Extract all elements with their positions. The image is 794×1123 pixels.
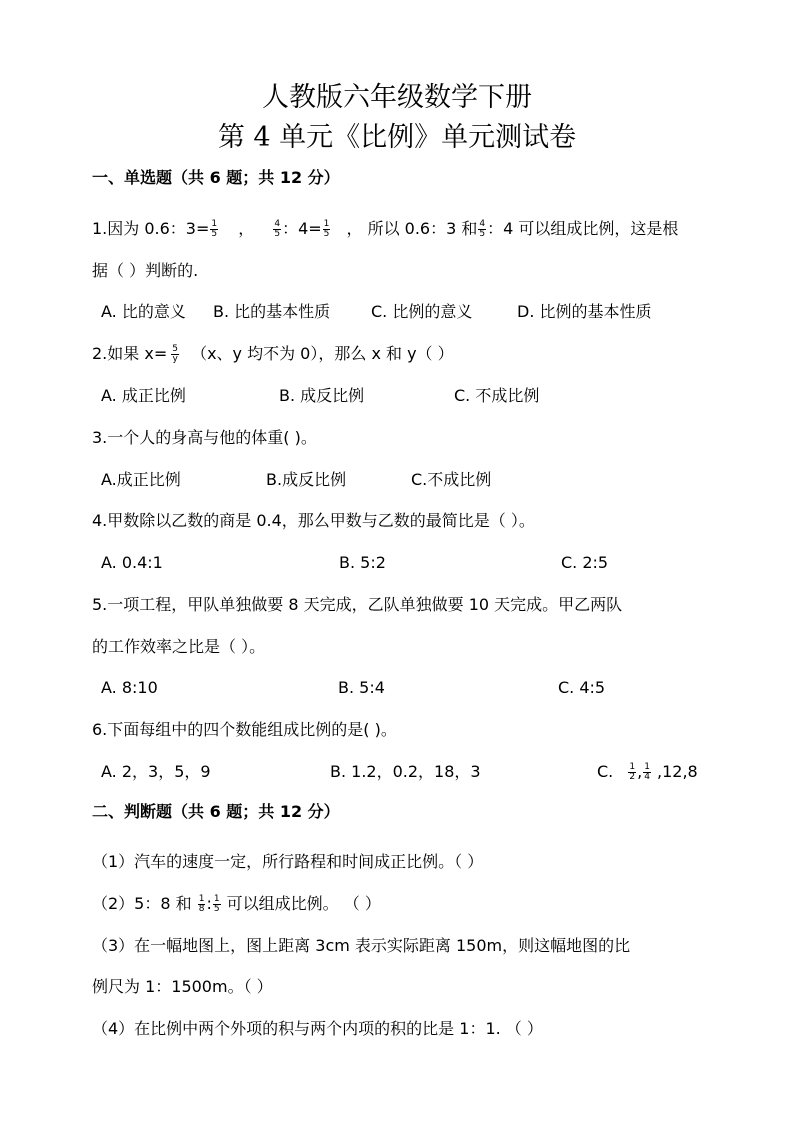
fraction: $\frac{5}{y}$ bbox=[172, 344, 178, 364]
q6-option-c-tail: ,12,8 bbox=[651, 762, 698, 781]
q4-option-c[interactable]: C. 2:5 bbox=[561, 553, 609, 572]
fraction: $\frac{1}{5}$ bbox=[323, 219, 330, 239]
judgment-2 bbox=[92, 893, 381, 915]
judgment-1: （1）汽车的速度一定，所行路程和时间成正比例。（ ） bbox=[92, 852, 484, 871]
q1-option-c[interactable]: C. 比例的意义 bbox=[371, 302, 473, 321]
fraction: $\frac{1}{5}$ bbox=[211, 219, 218, 239]
q5-option-c[interactable]: C. 4:5 bbox=[558, 678, 606, 697]
q1-option-b[interactable]: B. 比的基本性质 bbox=[213, 302, 331, 321]
q2-text-part: （x、y 均不为 0），那么 x 和 y（ ） bbox=[191, 344, 454, 363]
q1-text-part: ， 所以 0.6：3 和 bbox=[346, 219, 478, 238]
q6-option-a[interactable]: A. 2，3，5，9 bbox=[101, 762, 211, 781]
fraction: $\frac{1}{5}$ bbox=[213, 894, 220, 914]
q5-option-a[interactable]: A. 8:10 bbox=[101, 678, 158, 697]
separator: , bbox=[637, 762, 643, 781]
section-heading-true-false: 二、判断题（共 6 题；共 12 分） bbox=[92, 802, 340, 821]
question-6: 6.下面每组中的四个数能组成比例的是( )。 bbox=[92, 720, 397, 739]
section-heading-single-choice: 一、单选题（共 6 题；共 12 分） bbox=[92, 168, 340, 187]
question-4: 4.甲数除以乙数的商是 0.4，那么甲数与乙数的最简比是（ ）。 bbox=[92, 511, 535, 530]
q6-option-b[interactable]: B. 1.2，0.2，18，3 bbox=[330, 762, 481, 781]
fraction: $\frac{1}{4}$ bbox=[644, 762, 650, 782]
q4-option-a[interactable]: A. 0.4:1 bbox=[101, 553, 163, 572]
q1-option-a[interactable]: A. 比的意义 bbox=[101, 302, 186, 321]
fraction: $\frac{4}{5}$ bbox=[479, 219, 486, 239]
fraction: $\frac{4}{5}$ bbox=[274, 219, 281, 239]
q5-option-b[interactable]: B. 5:4 bbox=[338, 678, 385, 697]
q1-text-part: ， bbox=[238, 219, 255, 238]
separator: : bbox=[206, 894, 212, 913]
judgment-3-line-1: （3）在一幅地图上，图上距离 3cm 表示实际距离 150m，则这幅地图的比 bbox=[92, 936, 631, 955]
q1-option-d[interactable]: D. 比例的基本性质 bbox=[517, 302, 652, 321]
fraction: $\frac{1}{8}$ bbox=[198, 894, 205, 914]
q1-text-part: 1.因为 0.6：3= bbox=[92, 219, 210, 238]
q3-option-b[interactable]: B.成反比例 bbox=[266, 470, 347, 489]
fraction: $\frac{1}{2}$ bbox=[629, 762, 636, 782]
question-1-line-1 bbox=[92, 218, 678, 240]
question-3: 3.一个人的身高与他的体重( )。 bbox=[92, 428, 317, 447]
judgment-4: （4）在比例中两个外项的积与两个内项的积的比是 1：1. （ ） bbox=[92, 1019, 543, 1038]
q2-option-b[interactable]: B. 成反比例 bbox=[279, 386, 365, 405]
q1-text-part: ：4= bbox=[282, 219, 322, 238]
q2-text-part: 2.如果 x= bbox=[92, 344, 168, 363]
q6-option-c[interactable] bbox=[597, 761, 698, 783]
q3-option-a[interactable]: A.成正比例 bbox=[101, 470, 181, 489]
question-5-line-1: 5.一项工程，甲队单独做要 8 天完成，乙队单独做要 10 天完成。甲乙两队 bbox=[92, 595, 623, 614]
q2-option-c[interactable]: C. 不成比例 bbox=[454, 386, 540, 405]
j2-text-part: 可以组成比例。 （ ） bbox=[221, 894, 381, 913]
q3-option-c[interactable]: C.不成比例 bbox=[411, 470, 492, 489]
question-5-line-2: 的工作效率之比是（ ）。 bbox=[92, 637, 266, 656]
question-2 bbox=[92, 343, 454, 365]
q1-text-part: ：4 可以组成比例，这是根 bbox=[487, 219, 679, 238]
q6-option-c-label: C. bbox=[597, 762, 614, 781]
question-1-line-2: 据（ ）判断的. bbox=[92, 261, 199, 280]
q4-option-b[interactable]: B. 5:2 bbox=[339, 553, 386, 572]
judgment-3-line-2: 例尺为 1：1500m。（ ） bbox=[92, 977, 273, 996]
q2-option-a[interactable]: A. 成正比例 bbox=[101, 386, 186, 405]
page-title: 人教版六年级数学下册 bbox=[262, 82, 532, 113]
page-subtitle: 第 4 单元《比例》单元测试卷 bbox=[217, 122, 577, 153]
j2-text-part: （2）5：8 和 bbox=[92, 894, 197, 913]
